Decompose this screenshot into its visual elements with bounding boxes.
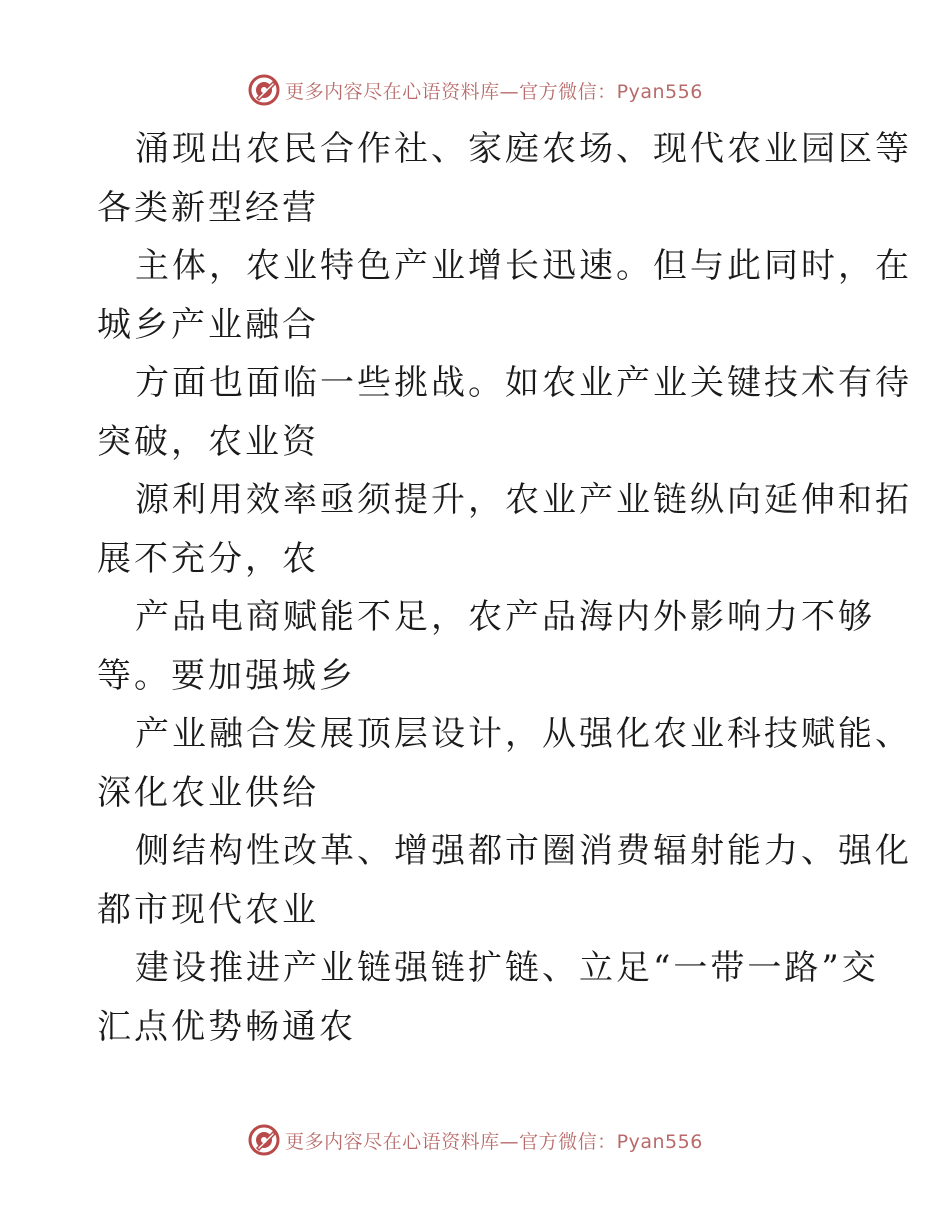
- text-line: 都市现代农业: [97, 889, 319, 930]
- pen-logo-icon: [247, 1123, 281, 1157]
- pen-logo-icon: [247, 73, 281, 107]
- document-body: [97, 120, 912, 1056]
- text-line: 涌现出农民合作社、家庭农场、现代农业园区等: [135, 129, 912, 169]
- text-line: 源利用效率亟须提升，农业产业链纵向延伸和拓: [135, 480, 912, 520]
- header-watermark: [0, 70, 950, 110]
- text-line: 展不充分，农: [97, 538, 319, 579]
- text-line: 建设推进产业链强链扩链、立足“一带一路”交: [135, 948, 879, 988]
- text-line: 深化农业供给: [97, 772, 319, 813]
- text-line: 突破，农业资: [97, 421, 319, 462]
- text-line: 产业融合发展顶层设计，从强化农业科技赋能、: [135, 714, 912, 754]
- text-line: 侧结构性改革、增强都市圈消费辐射能力、强化: [135, 831, 912, 871]
- text-line: 汇点优势畅通农: [97, 1006, 356, 1047]
- text-line: 产品电商赋能不足，农产品海内外影响力不够: [135, 597, 875, 637]
- text-line: 城乡产业融合: [97, 304, 319, 345]
- text-line: 等。要加强城乡: [97, 655, 356, 696]
- watermark-text: 更多内容尽在心语资料库—官方微信：Pyan556: [285, 1130, 703, 1153]
- watermark-text: 更多内容尽在心语资料库—官方微信：Pyan556: [285, 80, 703, 103]
- text-line: 各类新型经营: [97, 187, 319, 228]
- footer-watermark: [0, 1120, 950, 1160]
- text-line: 主体，农业特色产业增长迅速。但与此同时，在: [135, 246, 912, 286]
- text-line: 方面也面临一些挑战。如农业产业关键技术有待: [135, 363, 912, 403]
